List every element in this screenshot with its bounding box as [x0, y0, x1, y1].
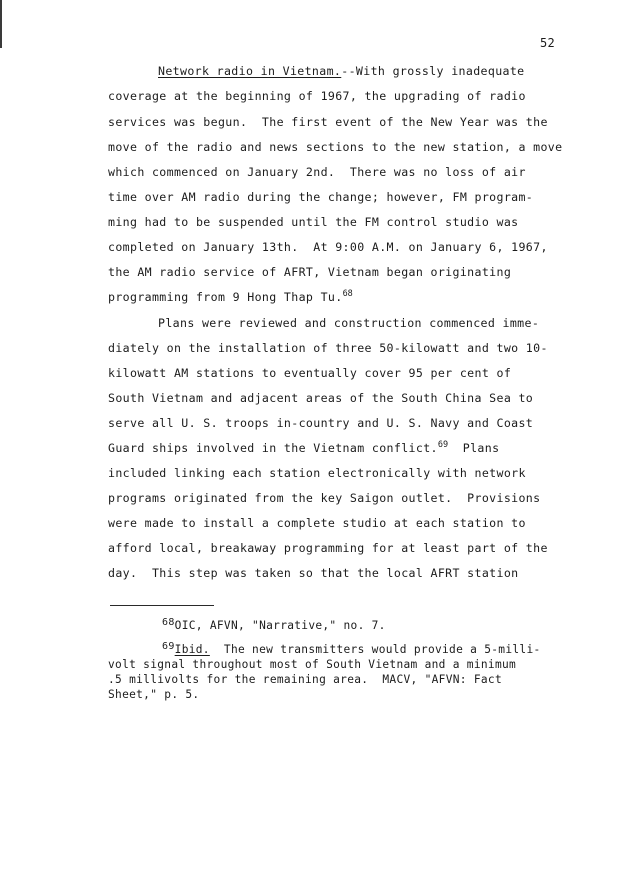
paragraph-2-line-1: Plans were reviewed and construction commenced imme- [158, 316, 540, 330]
footnote-69-text: The new transmitters would provide a 5-milli- [209, 643, 541, 656]
footnote-68-number: 68 [162, 617, 175, 628]
paragraph-1-line-2: coverage at the beginning of 1967, the upgrading of radio [108, 89, 526, 103]
footnote-68 [162, 617, 386, 632]
paragraph-2-line-7: included linking each station electronically with network [108, 466, 526, 480]
paragraph-2-line-6 [108, 440, 500, 455]
paragraph-2-line-11: day. This step was taken so that the local AFRT station [108, 566, 519, 580]
paragraph-2-line-4: South Vietnam and adjacent areas of the South China Sea to [108, 391, 534, 405]
paragraph-1-line-5: which commenced on January 2nd. There was no loss of air [108, 165, 526, 179]
section-heading: Network radio in Vietnam. [158, 64, 342, 78]
paragraph-2-line-10: afford local, breakaway programming for at least part of the [108, 541, 548, 555]
paragraph-1-line-4: move of the radio and news sections to the new station, a move [108, 140, 563, 154]
paragraph-2-text: Guard ships involved in the Vietnam conflict. [108, 441, 438, 455]
footnote-68-text: OIC, AFVN, "Narrative," no. 7. [174, 619, 386, 632]
footnote-ref-69: 69 [437, 440, 449, 450]
footnote-rule [110, 605, 214, 606]
paragraph-1-line-8: completed on January 13th. At 9:00 A.M. on January 6, 1967, [108, 240, 548, 254]
footnote-69-ibid: Ibid. [174, 643, 210, 656]
paragraph-2-line-2: diately on the installation of three 50-kilowatt and two 10- [108, 341, 548, 355]
footnote-ref-68: 68 [342, 289, 353, 299]
paragraph-1-line-9: the AM radio service of AFRT, Vietnam began originating [108, 265, 512, 279]
paragraph-2-line-8: programs originated from the key Saigon outlet. Provisions [108, 491, 541, 505]
paragraph-1-line-7: ming had to be suspended until the FM control studio was [108, 215, 519, 229]
footnote-69-line-2: volt signal throughout most of South Vietnam and a minimum [108, 658, 517, 671]
paragraph-1-line-3: services was begun. The first event of the New Year was the [108, 115, 548, 129]
footnote-69-number: 69 [162, 641, 175, 652]
paragraph-1-text: --With grossly inadequate [341, 64, 525, 78]
footnote-69-line-4: Sheet," p. 5. [108, 688, 200, 701]
paragraph-2-line-9: were made to install a complete studio at each station to [108, 516, 526, 530]
footnote-69-line-1 [162, 641, 541, 656]
page-number: 52 [540, 36, 556, 50]
paragraph-2-line-5: serve all U. S. troops in-country and U. S. Navy and Coast [108, 416, 534, 430]
page-edge-mark [0, 0, 2, 48]
paragraph-2-after-ref: Plans [448, 441, 500, 455]
paragraph-1-last-text: programming from 9 Hong Thap Tu. [108, 290, 343, 304]
footnote-69-line-3: .5 millivolts for the remaining area. MACV, "AFVN: Fact [108, 673, 502, 686]
paragraph-1-line-10 [108, 289, 353, 304]
paragraph-1-line-6: time over AM radio during the change; however, FM program- [108, 190, 534, 204]
paragraph-2-line-3: kilowatt AM stations to eventually cover 95 per cent of [108, 366, 512, 380]
paragraph-1-line-1 [158, 66, 525, 78]
